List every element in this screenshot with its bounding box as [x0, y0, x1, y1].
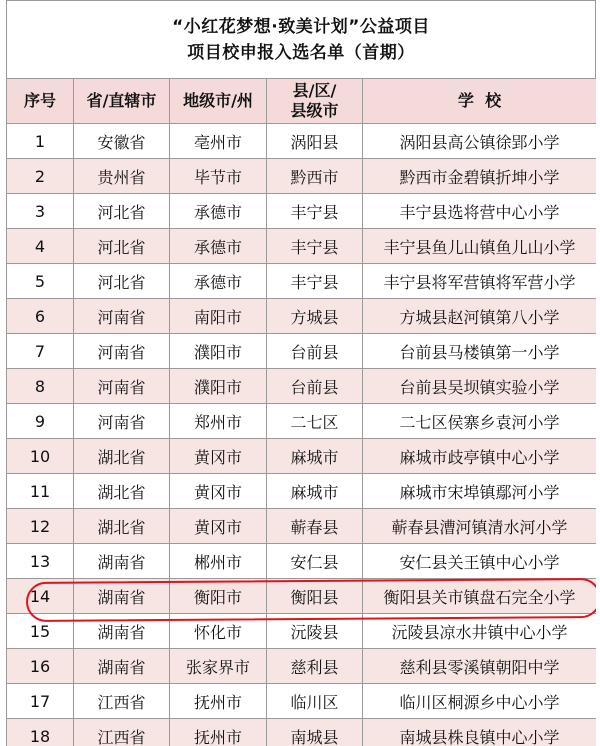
- cell-city: 承德市: [170, 194, 267, 229]
- cell-city: 黄冈市: [170, 439, 267, 474]
- school-list-table: [6, 78, 596, 746]
- table-row: [7, 509, 597, 544]
- cell-county: 涡阳县: [267, 124, 363, 159]
- cell-province: 河北省: [74, 194, 170, 229]
- cell-index: 3: [7, 194, 74, 229]
- cell-city: 濮阳市: [170, 334, 267, 369]
- cell-index: 8: [7, 369, 74, 404]
- table-row: [7, 229, 597, 264]
- cell-county: 衡阳县: [267, 579, 363, 614]
- cell-city: 郴州市: [170, 544, 267, 579]
- cell-province: 湖南省: [74, 544, 170, 579]
- header-province: 省/直辖市: [74, 79, 170, 124]
- table-row: [7, 719, 597, 746]
- cell-county: 丰宁县: [267, 264, 363, 299]
- cell-county: 临川区: [267, 684, 363, 719]
- cell-index: 18: [7, 719, 74, 746]
- cell-school: 麻城市歧亭镇中心小学: [363, 439, 597, 474]
- cell-school: 台前县吴坝镇实验小学: [363, 369, 597, 404]
- cell-school: 安仁县关王镇中心小学: [363, 544, 597, 579]
- cell-city: 南阳市: [170, 299, 267, 334]
- cell-city: 郑州市: [170, 404, 267, 439]
- cell-school: 沅陵县凉水井镇中心小学: [363, 614, 597, 649]
- table-row: [7, 404, 597, 439]
- title-line-1: “小红花梦想·致美计划”公益项目: [172, 16, 430, 37]
- cell-county: 台前县: [267, 334, 363, 369]
- table-row: [7, 369, 597, 404]
- table-body: [7, 124, 597, 746]
- cell-province: 河南省: [74, 334, 170, 369]
- cell-province: 湖北省: [74, 474, 170, 509]
- cell-index: 7: [7, 334, 74, 369]
- table-row: [7, 159, 597, 194]
- header-county-line-2: 县级市: [290, 101, 339, 120]
- cell-county: 慈利县: [267, 649, 363, 684]
- table-row: [7, 579, 597, 614]
- table-row: [7, 194, 597, 229]
- cell-province: 湖南省: [74, 649, 170, 684]
- cell-province: 江西省: [74, 719, 170, 746]
- cell-index: 2: [7, 159, 74, 194]
- cell-province: 安徽省: [74, 124, 170, 159]
- cell-province: 湖南省: [74, 579, 170, 614]
- cell-province: 湖南省: [74, 614, 170, 649]
- cell-city: 黄冈市: [170, 474, 267, 509]
- cell-county: 丰宁县: [267, 229, 363, 264]
- cell-province: 江西省: [74, 684, 170, 719]
- cell-school: 临川区桐源乡中心小学: [363, 684, 597, 719]
- cell-school: 麻城市宋埠镇鄢河小学: [363, 474, 597, 509]
- cell-city: 抚州市: [170, 719, 267, 746]
- cell-school: 涡阳县高公镇徐郢小学: [363, 124, 597, 159]
- cell-city: 亳州市: [170, 124, 267, 159]
- cell-county: 安仁县: [267, 544, 363, 579]
- cell-county: 二七区: [267, 404, 363, 439]
- cell-county: 丰宁县: [267, 194, 363, 229]
- table-row: [7, 544, 597, 579]
- cell-index: 17: [7, 684, 74, 719]
- cell-index: 4: [7, 229, 74, 264]
- cell-city: 张家界市: [170, 649, 267, 684]
- cell-index: 15: [7, 614, 74, 649]
- cell-index: 10: [7, 439, 74, 474]
- cell-county: 麻城市: [267, 474, 363, 509]
- cell-school: 蕲春县漕河镇清水河小学: [363, 509, 597, 544]
- cell-county: 黔西市: [267, 159, 363, 194]
- cell-city: 承德市: [170, 229, 267, 264]
- cell-province: 河南省: [74, 404, 170, 439]
- title-block: [6, 0, 596, 78]
- table-row: [7, 614, 597, 649]
- header-county: [267, 79, 363, 124]
- header-city: 地级市/州: [170, 79, 267, 124]
- cell-city: 承德市: [170, 264, 267, 299]
- table-row: [7, 649, 597, 684]
- header-index: 序号: [7, 79, 74, 124]
- cell-county: 沅陵县: [267, 614, 363, 649]
- cell-city: 毕节市: [170, 159, 267, 194]
- cell-province: 湖北省: [74, 509, 170, 544]
- table-row: [7, 334, 597, 369]
- cell-county: 方城县: [267, 299, 363, 334]
- cell-province: 河南省: [74, 369, 170, 404]
- cell-province: 河南省: [74, 299, 170, 334]
- cell-school: 丰宁县将军营镇将军营小学: [363, 264, 597, 299]
- table-row: [7, 124, 597, 159]
- cell-city: 衡阳市: [170, 579, 267, 614]
- cell-province: 河北省: [74, 264, 170, 299]
- cell-school: 台前县马楼镇第一小学: [363, 334, 597, 369]
- cell-school: 黔西市金碧镇折坤小学: [363, 159, 597, 194]
- cell-index: 12: [7, 509, 74, 544]
- cell-index: 1: [7, 124, 74, 159]
- cell-school: 慈利县零溪镇朝阳中学: [363, 649, 597, 684]
- cell-city: 怀化市: [170, 614, 267, 649]
- table-row: [7, 439, 597, 474]
- table-row: [7, 264, 597, 299]
- cell-index: 5: [7, 264, 74, 299]
- cell-province: 河北省: [74, 229, 170, 264]
- table-row: [7, 299, 597, 334]
- cell-index: 16: [7, 649, 74, 684]
- table-row: [7, 474, 597, 509]
- cell-school: 衡阳县关市镇盘石完全小学: [363, 579, 597, 614]
- cell-city: 抚州市: [170, 684, 267, 719]
- cell-index: 13: [7, 544, 74, 579]
- cell-county: 蕲春县: [267, 509, 363, 544]
- header-row: [7, 79, 597, 124]
- cell-city: 濮阳市: [170, 369, 267, 404]
- cell-city: 黄冈市: [170, 509, 267, 544]
- cell-school: 南城县株良镇中心小学: [363, 719, 597, 746]
- table-row: [7, 684, 597, 719]
- cell-school: 丰宁县鱼儿山镇鱼儿山小学: [363, 229, 597, 264]
- cell-index: 9: [7, 404, 74, 439]
- cell-county: 麻城市: [267, 439, 363, 474]
- cell-county: 台前县: [267, 369, 363, 404]
- document: [6, 0, 596, 746]
- cell-school: 方城县赵河镇第八小学: [363, 299, 597, 334]
- cell-school: 二七区侯寨乡袁河小学: [363, 404, 597, 439]
- cell-province: 贵州省: [74, 159, 170, 194]
- cell-index: 11: [7, 474, 74, 509]
- cell-index: 6: [7, 299, 74, 334]
- cell-county: 南城县: [267, 719, 363, 746]
- cell-province: 湖北省: [74, 439, 170, 474]
- header-school: 学 校: [363, 79, 597, 124]
- cell-school: 丰宁县选将营中心小学: [363, 194, 597, 229]
- title-line-2: 项目校申报入选名单（首期）: [187, 42, 415, 63]
- cell-index: 14: [7, 579, 74, 614]
- header-county-line-1: 县/区/: [292, 81, 337, 100]
